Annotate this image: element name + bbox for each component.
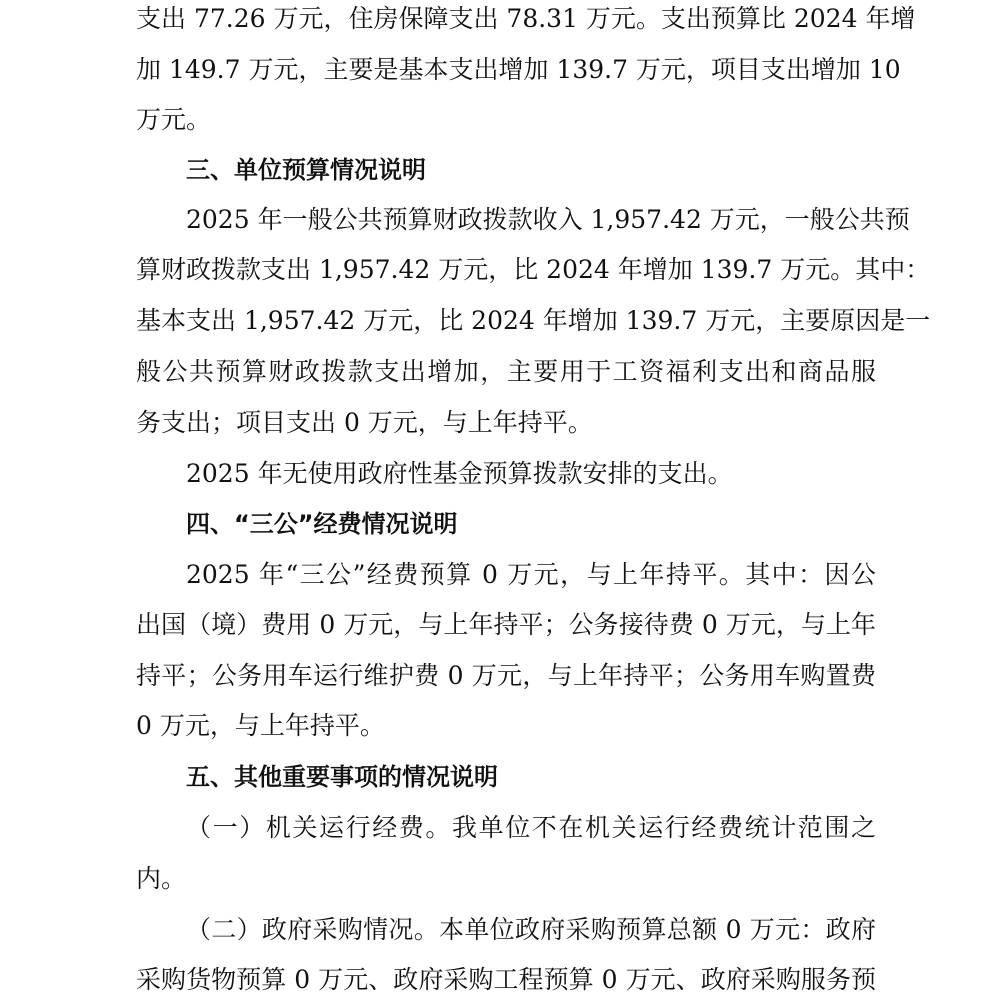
section-heading-3: 三、单位预算情况说明 xyxy=(186,156,426,184)
paragraph-line: 般公共预算财政拨款支出增加，主要用于工资福利支出和商品服 xyxy=(136,357,876,386)
paragraph-line: 内。 xyxy=(136,864,187,893)
paragraph-line: 万元。 xyxy=(136,105,212,134)
paragraph-line: 2025 年无使用政府性基金预算拨款安排的支出。 xyxy=(186,459,733,488)
paragraph-line: 采购货物预算 0 万元、政府采购工程预算 0 万元、政府采购服务预 xyxy=(136,965,876,994)
paragraph-line: 基本支出 1,957.42 万元，比 2024 年增加 139.7 万元，主要原因是一 xyxy=(136,306,931,335)
section-heading-4: 四、“三公”经费情况说明 xyxy=(186,510,458,538)
paragraph-line: 2025 年一般公共预算财政拨款收入 1,957.42 万元，一般公共预 xyxy=(186,205,910,234)
paragraph-line: 加 149.7 万元，主要是基本支出增加 139.7 万元，项目支出增加 10 xyxy=(136,55,901,84)
paragraph-line: 出国（境）费用 0 万元，与上年持平；公务接待费 0 万元，与上年 xyxy=(136,610,876,639)
paragraph-line: 支出 77.26 万元，住房保障支出 78.31 万元。支出预算比 2024 年增 xyxy=(136,4,916,33)
paragraph-line: 务支出；项目支出 0 万元，与上年持平。 xyxy=(136,408,593,437)
paragraph-line: （一）机关运行经费。我单位不在机关运行经费统计范围之 xyxy=(186,813,876,842)
paragraph-line: 算财政拨款支出 1,957.42 万元，比 2024 年增加 139.7 万元。其中： xyxy=(136,255,931,284)
paragraph-line: 持平；公务用车运行维护费 0 万元，与上年持平；公务用车购置费 xyxy=(136,661,876,690)
paragraph-line: （二）政府采购情况。本单位政府采购预算总额 0 万元：政府 xyxy=(186,915,876,944)
paragraph-line: 0 万元，与上年持平。 xyxy=(136,711,385,740)
section-heading-5: 五、其他重要事项的情况说明 xyxy=(186,763,498,791)
paragraph-line: 2025 年“三公”经费预算 0 万元，与上年持平。其中：因公 xyxy=(186,560,876,589)
